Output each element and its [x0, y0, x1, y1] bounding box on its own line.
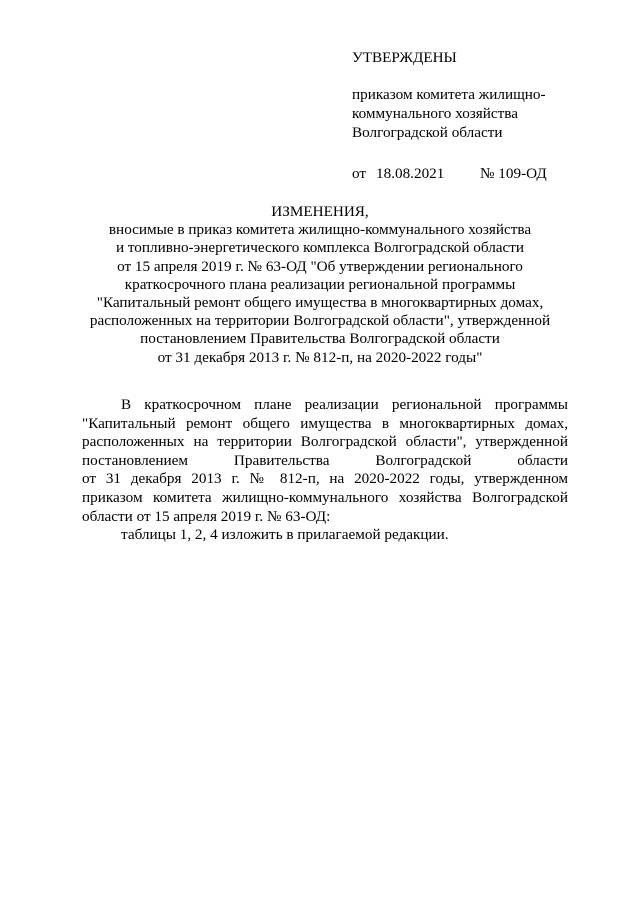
approval-line: приказом комитета жилищно- [352, 86, 546, 103]
heading-line: расположенных на территории Волгоградской области", утвержденной [89, 312, 551, 330]
heading-line: от 31 декабря 2013 г. № 812-п, на 2020-2022 годы" [157, 348, 483, 366]
approval-date: 18.08.2021 [376, 165, 445, 182]
heading-line: краткосрочного плана реализации региональной программы [124, 275, 516, 293]
body-line: постановлением Правительства Волгоградской области [82, 451, 568, 469]
approval-line: коммунального хозяйства [352, 105, 519, 122]
body-line: В краткосрочном плане реализации региональной программы [121, 396, 568, 413]
heading-line: "Капитальный ремонт общего имущества в многоквартирных домах, [96, 294, 544, 312]
approval-block [352, 48, 612, 183]
body-line: от 31 декабря 2013 г. № 812-п, на 2020-2022 годы, утвержденном [82, 470, 568, 488]
heading-title: ИЗМЕНЕНИЯ, [271, 203, 369, 220]
body-paragraph [82, 396, 568, 545]
approval-line: Волгоградской области [352, 124, 503, 141]
body-line: приказом комитета жилищно-коммунального хозяйства Волгоградской [82, 488, 568, 506]
heading-line: постановлением Правительства Волгоградской области [140, 330, 500, 348]
approval-number: № 109-ОД [480, 165, 547, 182]
approval-title: УТВЕРЖДЕНЫ [352, 49, 457, 66]
body-line: области от 15 апреля 2019 г. № 63-ОД: [82, 507, 331, 525]
body-instruction: таблицы 1, 2, 4 изложить в прилагаемой редакции. [121, 526, 449, 544]
approval-from-label: от [352, 165, 367, 182]
approval-date-row [352, 164, 612, 183]
body-line: "Капитальный ремонт общего имущества в многоквартирных домах, [82, 414, 568, 432]
document-heading [60, 203, 580, 367]
heading-line: и топливно-энергетического комплекса Волгоградской области [115, 239, 525, 257]
heading-line: от 15 апреля 2019 г. № 63-ОД "Об утверждении регионального [117, 257, 523, 275]
heading-line: вносимые в приказ комитета жилищно-коммунального хозяйства [108, 221, 532, 239]
body-line: расположенных на территории Волгоградской области", утвержденной [82, 433, 568, 451]
